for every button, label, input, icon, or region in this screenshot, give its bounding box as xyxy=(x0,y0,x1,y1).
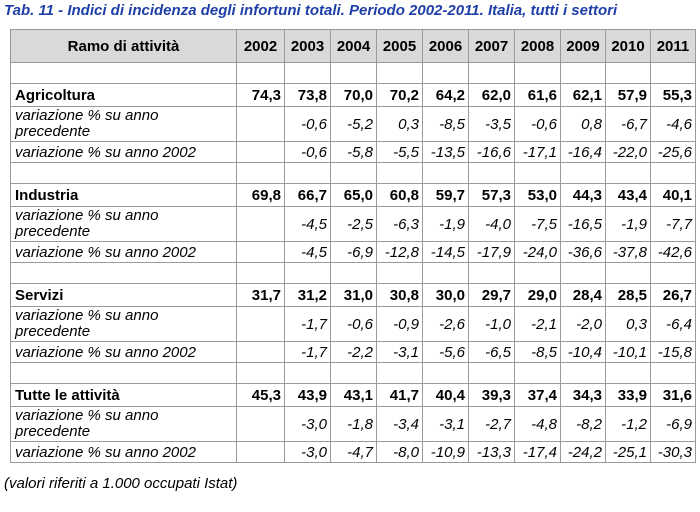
value-cell: 65,0 xyxy=(331,184,377,207)
value-cell: 34,3 xyxy=(561,384,606,407)
value-cell xyxy=(237,142,285,163)
empty-cell xyxy=(285,363,331,384)
sector-row xyxy=(11,384,696,407)
value-cell: -7,7 xyxy=(651,207,696,242)
value-cell: 28,4 xyxy=(561,284,606,307)
empty-cell xyxy=(515,63,561,84)
empty-cell xyxy=(331,263,377,284)
value-cell: -3,5 xyxy=(469,107,515,142)
sector-row xyxy=(11,284,696,307)
empty-cell xyxy=(606,63,651,84)
value-cell: -6,5 xyxy=(469,342,515,363)
row-label: Industria xyxy=(11,184,237,207)
value-cell: -6,7 xyxy=(606,107,651,142)
value-cell: 69,8 xyxy=(237,184,285,207)
row-label: variazione % su anno precedente xyxy=(11,107,237,142)
value-cell: 30,8 xyxy=(377,284,423,307)
empty-cell xyxy=(331,163,377,184)
value-cell: 37,4 xyxy=(515,384,561,407)
value-cell: -4,5 xyxy=(285,207,331,242)
row-label: Tutte le attività xyxy=(11,384,237,407)
value-cell xyxy=(237,242,285,263)
value-cell: -0,6 xyxy=(515,107,561,142)
empty-cell xyxy=(651,263,696,284)
header-row xyxy=(11,30,696,63)
value-cell: 57,3 xyxy=(469,184,515,207)
empty-cell xyxy=(11,263,237,284)
value-cell: -8,5 xyxy=(423,107,469,142)
value-cell: 53,0 xyxy=(515,184,561,207)
value-cell: 62,1 xyxy=(561,84,606,107)
row-label: variazione % su anno precedente xyxy=(11,207,237,242)
value-cell: 41,7 xyxy=(377,384,423,407)
empty-cell xyxy=(11,163,237,184)
empty-cell xyxy=(651,363,696,384)
empty-cell xyxy=(377,163,423,184)
value-cell: 29,7 xyxy=(469,284,515,307)
value-cell: -1,9 xyxy=(423,207,469,242)
empty-cell xyxy=(651,163,696,184)
header-year: 2004 xyxy=(331,30,377,63)
header-year: 2007 xyxy=(469,30,515,63)
value-cell: -2,5 xyxy=(331,207,377,242)
value-cell: 57,9 xyxy=(606,84,651,107)
value-cell: -3,4 xyxy=(377,407,423,442)
value-cell: -10,9 xyxy=(423,442,469,463)
empty-cell xyxy=(515,263,561,284)
value-cell: -15,8 xyxy=(651,342,696,363)
empty-cell xyxy=(423,163,469,184)
empty-cell xyxy=(237,63,285,84)
value-cell: -10,1 xyxy=(606,342,651,363)
row-label: variazione % su anno 2002 xyxy=(11,142,237,163)
value-cell: 31,2 xyxy=(285,284,331,307)
value-cell xyxy=(237,407,285,442)
empty-cell xyxy=(11,63,237,84)
header-year: 2002 xyxy=(237,30,285,63)
value-cell: 0,8 xyxy=(561,107,606,142)
var-prev-row xyxy=(11,107,696,142)
row-label: variazione % su anno 2002 xyxy=(11,242,237,263)
value-cell: -1,9 xyxy=(606,207,651,242)
value-cell: -14,5 xyxy=(423,242,469,263)
value-cell: 31,7 xyxy=(237,284,285,307)
value-cell: 0,3 xyxy=(606,307,651,342)
empty-cell xyxy=(331,363,377,384)
var-prev-row xyxy=(11,407,696,442)
spacer-row xyxy=(11,163,696,184)
value-cell: -25,1 xyxy=(606,442,651,463)
value-cell: -2,6 xyxy=(423,307,469,342)
row-label: Servizi xyxy=(11,284,237,307)
empty-cell xyxy=(515,363,561,384)
footnote: (valori riferiti a 1.000 occupati Istat) xyxy=(4,475,238,492)
header-year: 2008 xyxy=(515,30,561,63)
value-cell: -7,5 xyxy=(515,207,561,242)
value-cell xyxy=(237,107,285,142)
value-cell: 43,9 xyxy=(285,384,331,407)
value-cell: -0,6 xyxy=(331,307,377,342)
empty-cell xyxy=(469,363,515,384)
value-cell: -4,5 xyxy=(285,242,331,263)
value-cell: -17,9 xyxy=(469,242,515,263)
value-cell: 31,6 xyxy=(651,384,696,407)
header-year: 2003 xyxy=(285,30,331,63)
var-2002-row xyxy=(11,442,696,463)
value-cell: -5,8 xyxy=(331,142,377,163)
value-cell: -2,1 xyxy=(515,307,561,342)
empty-cell xyxy=(377,63,423,84)
var-2002-row xyxy=(11,242,696,263)
value-cell: 74,3 xyxy=(237,84,285,107)
sector-row xyxy=(11,184,696,207)
value-cell: -6,9 xyxy=(331,242,377,263)
empty-cell xyxy=(606,363,651,384)
value-cell xyxy=(237,342,285,363)
header-year: 2011 xyxy=(651,30,696,63)
value-cell: -30,3 xyxy=(651,442,696,463)
value-cell: 44,3 xyxy=(561,184,606,207)
row-label: variazione % su anno 2002 xyxy=(11,442,237,463)
header-ramo: Ramo di attività xyxy=(11,30,237,63)
value-cell: -4,6 xyxy=(651,107,696,142)
empty-cell xyxy=(423,263,469,284)
value-cell: 59,7 xyxy=(423,184,469,207)
var-prev-row xyxy=(11,207,696,242)
value-cell: -2,0 xyxy=(561,307,606,342)
table-title: Tab. 11 - Indici di incidenza degli infortuni totali. Periodo 2002-2011. Italia, tutti i settori xyxy=(4,2,618,19)
value-cell: -10,4 xyxy=(561,342,606,363)
spacer-row xyxy=(11,263,696,284)
row-label: variazione % su anno precedente xyxy=(11,307,237,342)
row-label: Agricoltura xyxy=(11,84,237,107)
value-cell: -1,0 xyxy=(469,307,515,342)
value-cell xyxy=(237,307,285,342)
value-cell: 66,7 xyxy=(285,184,331,207)
value-cell: -0,6 xyxy=(285,107,331,142)
value-cell: -16,5 xyxy=(561,207,606,242)
value-cell: 29,0 xyxy=(515,284,561,307)
value-cell: -0,6 xyxy=(285,142,331,163)
value-cell: -3,0 xyxy=(285,407,331,442)
value-cell: -8,0 xyxy=(377,442,423,463)
value-cell: 30,0 xyxy=(423,284,469,307)
empty-cell xyxy=(331,63,377,84)
empty-cell xyxy=(377,263,423,284)
value-cell: -6,3 xyxy=(377,207,423,242)
header-year: 2005 xyxy=(377,30,423,63)
empty-cell xyxy=(561,363,606,384)
empty-cell xyxy=(237,163,285,184)
spacer-row xyxy=(11,63,696,84)
value-cell: -17,1 xyxy=(515,142,561,163)
value-cell: -1,7 xyxy=(285,342,331,363)
empty-cell xyxy=(469,63,515,84)
empty-cell xyxy=(651,63,696,84)
empty-cell xyxy=(423,363,469,384)
value-cell: 70,0 xyxy=(331,84,377,107)
value-cell: 73,8 xyxy=(285,84,331,107)
value-cell: -0,9 xyxy=(377,307,423,342)
value-cell: 62,0 xyxy=(469,84,515,107)
value-cell: -5,6 xyxy=(423,342,469,363)
var-prev-row xyxy=(11,307,696,342)
value-cell: 64,2 xyxy=(423,84,469,107)
value-cell: -4,0 xyxy=(469,207,515,242)
value-cell: -13,3 xyxy=(469,442,515,463)
value-cell: 39,3 xyxy=(469,384,515,407)
value-cell: -6,9 xyxy=(651,407,696,442)
value-cell: -4,7 xyxy=(331,442,377,463)
empty-cell xyxy=(606,263,651,284)
empty-cell xyxy=(285,163,331,184)
value-cell: -3,1 xyxy=(423,407,469,442)
value-cell: 40,4 xyxy=(423,384,469,407)
value-cell xyxy=(237,442,285,463)
empty-cell xyxy=(237,363,285,384)
empty-cell xyxy=(377,363,423,384)
row-label: variazione % su anno 2002 xyxy=(11,342,237,363)
incidence-table xyxy=(10,29,696,463)
empty-cell xyxy=(606,163,651,184)
value-cell: -3,0 xyxy=(285,442,331,463)
value-cell: -16,4 xyxy=(561,142,606,163)
value-cell: -8,2 xyxy=(561,407,606,442)
value-cell: -12,8 xyxy=(377,242,423,263)
value-cell: -25,6 xyxy=(651,142,696,163)
header-year: 2010 xyxy=(606,30,651,63)
empty-cell xyxy=(561,263,606,284)
value-cell: -16,6 xyxy=(469,142,515,163)
row-label: variazione % su anno precedente xyxy=(11,407,237,442)
value-cell: 40,1 xyxy=(651,184,696,207)
var-2002-row xyxy=(11,142,696,163)
value-cell: -8,5 xyxy=(515,342,561,363)
value-cell: 45,3 xyxy=(237,384,285,407)
value-cell: -13,5 xyxy=(423,142,469,163)
value-cell: 26,7 xyxy=(651,284,696,307)
value-cell: -1,7 xyxy=(285,307,331,342)
sector-row xyxy=(11,84,696,107)
empty-cell xyxy=(469,163,515,184)
var-2002-row xyxy=(11,342,696,363)
value-cell: -6,4 xyxy=(651,307,696,342)
header-year: 2006 xyxy=(423,30,469,63)
value-cell: 61,6 xyxy=(515,84,561,107)
empty-cell xyxy=(285,63,331,84)
value-cell: -3,1 xyxy=(377,342,423,363)
value-cell: -24,2 xyxy=(561,442,606,463)
empty-cell xyxy=(423,63,469,84)
value-cell: 33,9 xyxy=(606,384,651,407)
value-cell: 31,0 xyxy=(331,284,377,307)
value-cell: -1,2 xyxy=(606,407,651,442)
empty-cell xyxy=(469,263,515,284)
value-cell: -42,6 xyxy=(651,242,696,263)
value-cell: -5,5 xyxy=(377,142,423,163)
value-cell: 43,4 xyxy=(606,184,651,207)
value-cell: -5,2 xyxy=(331,107,377,142)
value-cell: 28,5 xyxy=(606,284,651,307)
value-cell: -2,7 xyxy=(469,407,515,442)
empty-cell xyxy=(561,63,606,84)
value-cell: -36,6 xyxy=(561,242,606,263)
header-year: 2009 xyxy=(561,30,606,63)
value-cell: -4,8 xyxy=(515,407,561,442)
value-cell: 55,3 xyxy=(651,84,696,107)
spacer-row xyxy=(11,363,696,384)
value-cell: -2,2 xyxy=(331,342,377,363)
value-cell xyxy=(237,207,285,242)
value-cell: 0,3 xyxy=(377,107,423,142)
value-cell: -22,0 xyxy=(606,142,651,163)
empty-cell xyxy=(285,263,331,284)
empty-cell xyxy=(515,163,561,184)
value-cell: -24,0 xyxy=(515,242,561,263)
value-cell: -17,4 xyxy=(515,442,561,463)
empty-cell xyxy=(11,363,237,384)
value-cell: 43,1 xyxy=(331,384,377,407)
value-cell: 60,8 xyxy=(377,184,423,207)
value-cell: -1,8 xyxy=(331,407,377,442)
empty-cell xyxy=(237,263,285,284)
value-cell: 70,2 xyxy=(377,84,423,107)
value-cell: -37,8 xyxy=(606,242,651,263)
empty-cell xyxy=(561,163,606,184)
